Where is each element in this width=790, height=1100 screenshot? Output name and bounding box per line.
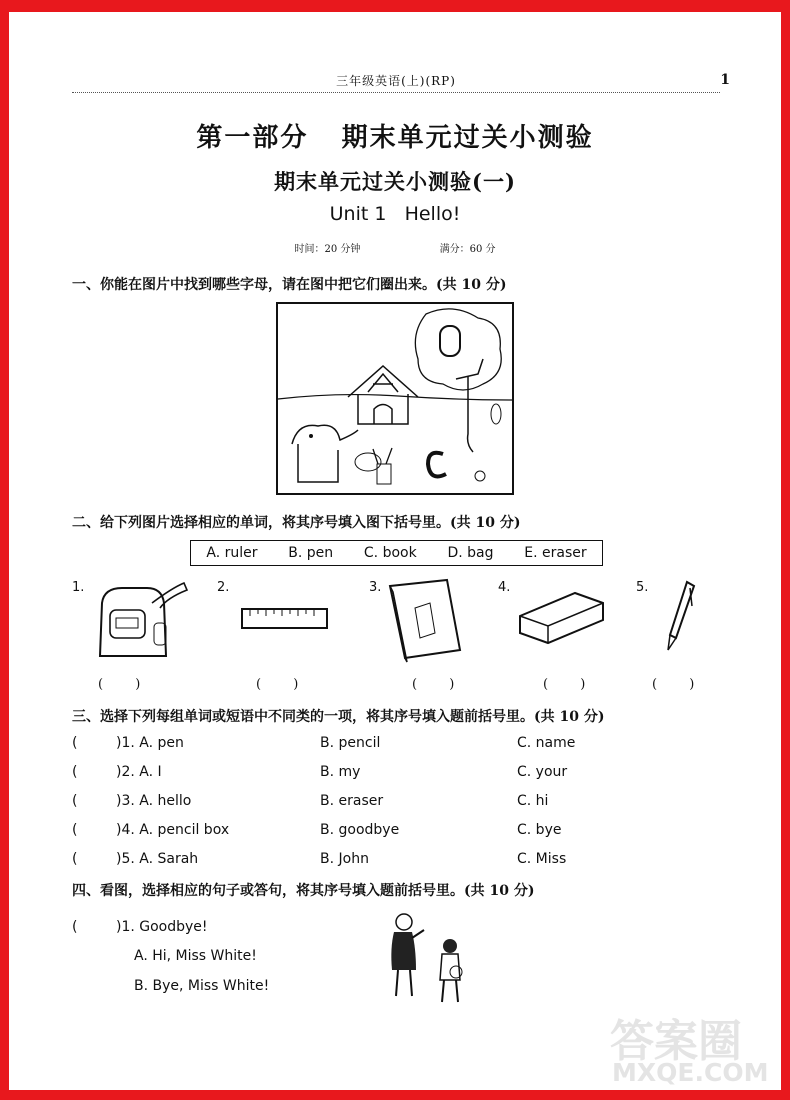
option-e: E. eraser bbox=[524, 545, 587, 561]
choice-b: B. eraser bbox=[320, 793, 384, 809]
choice-c: C. name bbox=[517, 735, 576, 751]
choice-a: )3. A. hello bbox=[116, 793, 192, 809]
section3-title: 三、选择下列每组单词或短语中不同类的一项，将其序号填入题前括号里。(共 10 分) bbox=[72, 709, 605, 725]
unit-title: Unit 1 Hello! bbox=[329, 203, 461, 225]
answer-blank[interactable]: ( bbox=[72, 735, 78, 751]
option-d: D. bag bbox=[447, 545, 494, 561]
item-3-answer[interactable]: ( ) bbox=[412, 677, 469, 692]
section2-title: 二、给下列图片选择相应的单词，将其序号填入图下括号里。(共 10 分) bbox=[72, 515, 521, 531]
choice-b: B. my bbox=[320, 764, 361, 780]
part-title: 第一部分 期末单元过关小测验 bbox=[196, 123, 594, 153]
time-limit: 时间：20 分钟 bbox=[294, 244, 361, 255]
q4-option-a: A. Hi, Miss White! bbox=[134, 948, 257, 964]
item-2-answer[interactable]: ( ) bbox=[256, 677, 313, 692]
answer-blank[interactable]: ( bbox=[72, 822, 78, 838]
bag-picture bbox=[92, 578, 188, 664]
choice-c: C. bye bbox=[517, 822, 562, 838]
page-number: 1 bbox=[720, 72, 730, 88]
section3-row bbox=[72, 822, 712, 844]
watermark-logo: 答案圈 bbox=[610, 1016, 742, 1067]
answer-blank[interactable]: ( bbox=[72, 851, 78, 867]
section3-row bbox=[72, 851, 712, 873]
watermark-url: MXQE.COM bbox=[612, 1058, 769, 1087]
choice-a: )4. A. pencil box bbox=[116, 822, 230, 838]
section3-row bbox=[72, 735, 712, 757]
letter-hunt-illustration bbox=[278, 304, 512, 493]
answer-blank[interactable]: ( bbox=[72, 793, 78, 809]
item-5-number: 5. bbox=[636, 580, 649, 595]
q4-prompt: )1. Goodbye! bbox=[116, 919, 208, 935]
goodbye-scene-picture bbox=[382, 908, 474, 1006]
q4-option-b: B. Bye, Miss White! bbox=[134, 978, 270, 994]
choice-b: B. goodbye bbox=[320, 822, 400, 838]
q4-answer-blank[interactable]: ( bbox=[72, 919, 78, 935]
test-meta bbox=[0, 240, 790, 255]
item-1-number: 1. bbox=[72, 580, 85, 595]
choice-a: )1. A. pen bbox=[116, 735, 184, 751]
full-score: 满分：60 分 bbox=[439, 244, 496, 255]
choice-c: C. hi bbox=[517, 793, 549, 809]
choice-b: B. pencil bbox=[320, 735, 381, 751]
word-options-box bbox=[190, 540, 603, 566]
item-5-answer[interactable]: ( ) bbox=[652, 677, 709, 692]
item-4-answer[interactable]: ( ) bbox=[543, 677, 600, 692]
letter-hunt-picture bbox=[276, 302, 514, 495]
header-title: 三年级英语(上)(RP) bbox=[336, 74, 456, 88]
choice-a: )2. A. I bbox=[116, 764, 162, 780]
section3-row bbox=[72, 793, 712, 815]
section4-title: 四、看图，选择相应的句子或答句，将其序号填入题前括号里。(共 10 分) bbox=[72, 883, 535, 899]
choice-a: )5. A. Sarah bbox=[116, 851, 199, 867]
option-b: B. pen bbox=[288, 545, 334, 561]
choice-b: B. John bbox=[320, 851, 369, 867]
section3-row bbox=[72, 764, 712, 786]
choice-c: C. Miss bbox=[517, 851, 567, 867]
eraser-picture bbox=[515, 588, 607, 646]
item-3-number: 3. bbox=[369, 580, 382, 595]
option-c: C. book bbox=[363, 545, 417, 561]
choice-c: C. your bbox=[517, 764, 568, 780]
ruler-picture bbox=[240, 606, 330, 634]
book-picture bbox=[385, 578, 465, 662]
item-1-answer[interactable]: ( ) bbox=[98, 677, 155, 692]
pen-picture bbox=[662, 578, 702, 656]
item-2-number: 2. bbox=[217, 580, 230, 595]
running-header bbox=[72, 70, 730, 93]
option-a: A. ruler bbox=[206, 545, 258, 561]
answer-blank[interactable]: ( bbox=[72, 764, 78, 780]
item-4-number: 4. bbox=[498, 580, 511, 595]
test-title: 期末单元过关小测验(一) bbox=[274, 169, 516, 194]
section1-title: 一、你能在图片中找到哪些字母，请在图中把它们圈出来。(共 10 分) bbox=[72, 277, 507, 293]
